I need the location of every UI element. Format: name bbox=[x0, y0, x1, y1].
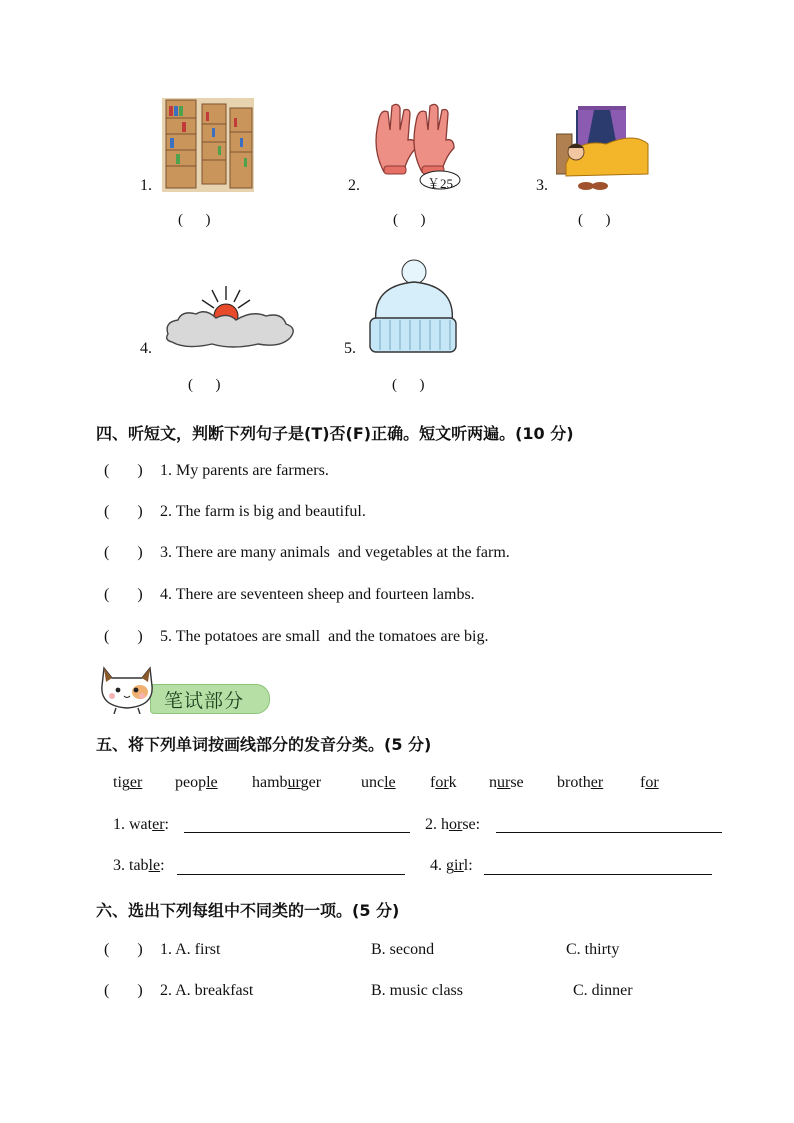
library-picture bbox=[162, 98, 254, 192]
answer-blank-1[interactable] bbox=[184, 818, 410, 833]
picture-number-2: 2. bbox=[348, 177, 360, 194]
winter-hat-picture bbox=[366, 258, 460, 354]
word-2: people bbox=[175, 774, 218, 791]
s6-paren-2: ( ) bbox=[104, 982, 143, 999]
word-1: tiger bbox=[113, 774, 143, 791]
word-6: nurse bbox=[489, 774, 524, 791]
s4-sentence-4: 4. There are seventeen sheep and fourteen lambs. bbox=[160, 586, 475, 603]
sort-row-1: 1. water: bbox=[113, 816, 169, 833]
banner-label: 笔试部分 bbox=[164, 690, 245, 712]
word-8: for bbox=[640, 774, 659, 791]
answer-paren-3: ( ) bbox=[578, 212, 611, 228]
word-3: hamburger bbox=[252, 774, 322, 791]
sort-row-4: 4. girl: bbox=[430, 857, 473, 874]
sort-row-3: 3. table: bbox=[113, 857, 165, 874]
answer-paren-4: ( ) bbox=[188, 377, 221, 393]
s6-option-b-2: B. music class bbox=[371, 982, 463, 999]
section4-title: 四、听短文，判断下列句子是(T)否(F)正确。短文听两遍。(10 分) bbox=[96, 424, 574, 443]
s4-paren-3: ( ) bbox=[104, 544, 143, 561]
picture-number-4: 4. bbox=[140, 340, 152, 357]
s6-option-a-2: 2. A. breakfast bbox=[160, 982, 254, 999]
answer-paren-5: ( ) bbox=[392, 377, 425, 393]
s4-paren-2: ( ) bbox=[104, 503, 143, 520]
section6-title: 六、选出下列每组中不同类的一项。(5 分) bbox=[96, 901, 400, 920]
answer-blank-4[interactable] bbox=[484, 860, 712, 875]
cloudy-sun-picture bbox=[162, 286, 296, 352]
sort-row-2: 2. horse: bbox=[425, 816, 481, 833]
picture-number-5: 5. bbox=[344, 340, 356, 357]
s4-paren-4: ( ) bbox=[104, 586, 143, 603]
s6-option-c-2: C. dinner bbox=[573, 982, 633, 999]
s6-option-b-1: B. second bbox=[371, 941, 435, 958]
answer-paren-2: ( ) bbox=[393, 212, 426, 228]
s4-sentence-5: 5. The potatoes are small and the tomatoes are big. bbox=[160, 628, 489, 645]
answer-blank-2[interactable] bbox=[496, 818, 722, 833]
picture-number-1: 1. bbox=[140, 177, 152, 194]
cat-mascot-icon bbox=[96, 662, 158, 714]
s4-sentence-3: 3. There are many animals and vegetables at the farm. bbox=[160, 544, 510, 561]
s6-option-c-1: C. thirty bbox=[566, 941, 620, 958]
word-4: uncle bbox=[361, 774, 396, 791]
sleeping-child-picture bbox=[556, 104, 650, 192]
s4-paren-5: ( ) bbox=[104, 628, 143, 645]
price-tag: ￥25 bbox=[427, 176, 454, 191]
word-5: fork bbox=[430, 774, 457, 791]
section5-title: 五、将下列单词按画线部分的发音分类。(5 分) bbox=[96, 735, 432, 754]
s4-sentence-2: 2. The farm is big and beautiful. bbox=[160, 503, 366, 520]
answer-blank-3[interactable] bbox=[177, 860, 405, 875]
answer-paren-1[interactable]: ( ) bbox=[178, 212, 211, 228]
s4-paren-1: ( ) bbox=[104, 462, 143, 479]
s6-paren-1: ( ) bbox=[104, 941, 143, 958]
s4-sentence-1: 1. My parents are farmers. bbox=[160, 462, 329, 479]
word-7: brother bbox=[557, 774, 604, 791]
s6-option-a-1: 1. A. first bbox=[160, 941, 221, 958]
picture-number-3: 3. bbox=[536, 177, 548, 194]
